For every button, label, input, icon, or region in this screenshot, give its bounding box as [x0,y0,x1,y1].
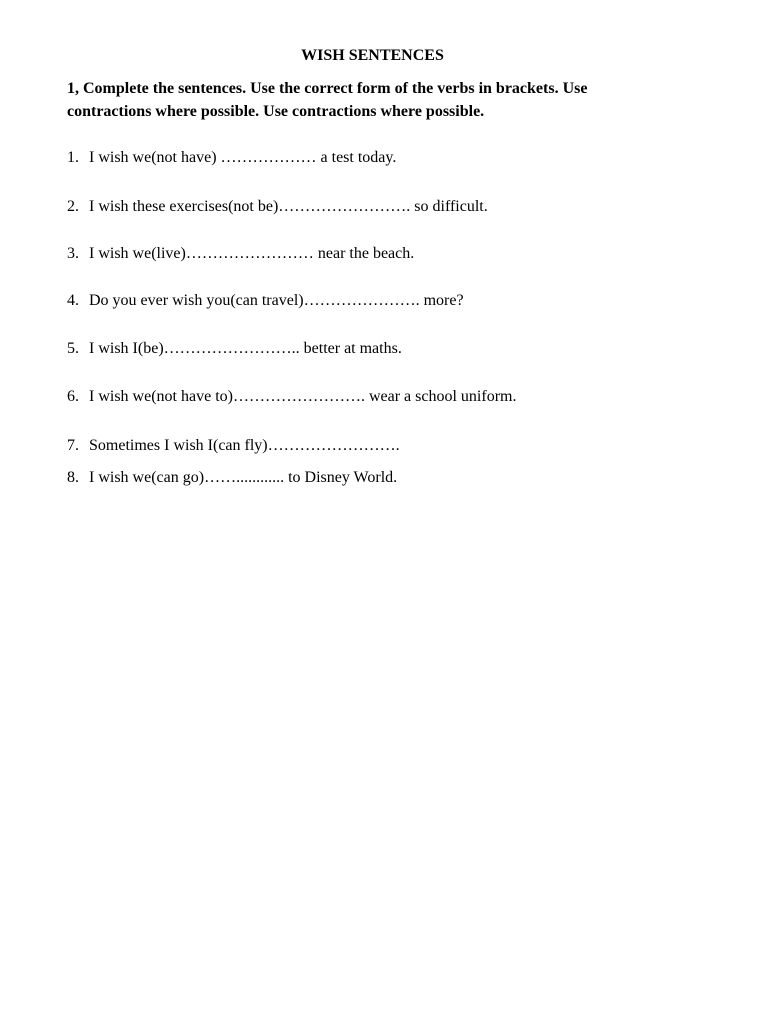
item-number: 8. [67,469,79,486]
item-text: Do you ever wish you(can travel)…………………. more? [89,292,464,309]
sentence-item-6 [67,387,516,407]
item-number: 1. [67,149,79,166]
sentence-item-5 [67,339,402,359]
sentence-item-8 [67,468,397,488]
item-number: 7. [67,437,79,454]
item-text: I wish we(not have to)……………………. wear a school uniform. [89,388,517,405]
sentence-item-4 [67,291,464,311]
instructions-text: 1, Complete the sentences. Use the correct form of the verbs in brackets. Use contractions where possible. Use contractions where possible. [67,80,588,120]
item-number: 4. [67,292,79,309]
item-number: 2. [67,198,79,215]
item-text: Sometimes I wish I(can fly)……………………. [89,437,400,454]
sentence-item-7 [67,436,400,456]
sentence-item-2 [67,197,488,217]
item-text: I wish we(not have) ……………… a test today. [89,149,397,166]
item-text: I wish these exercises(not be)……………………. so difficult. [89,198,488,215]
item-number: 3. [67,245,79,262]
sentence-item-3 [67,244,414,264]
item-text: I wish we(can go)……............ to Disney World. [89,469,398,486]
item-text: I wish I(be)…………………….. better at maths. [89,340,402,357]
item-number: 5. [67,340,79,357]
item-number: 6. [67,388,79,405]
worksheet-title: WISH SENTENCES [301,47,444,64]
sentence-item-1 [67,148,396,168]
item-text: I wish we(live)…………………… near the beach. [89,245,415,262]
